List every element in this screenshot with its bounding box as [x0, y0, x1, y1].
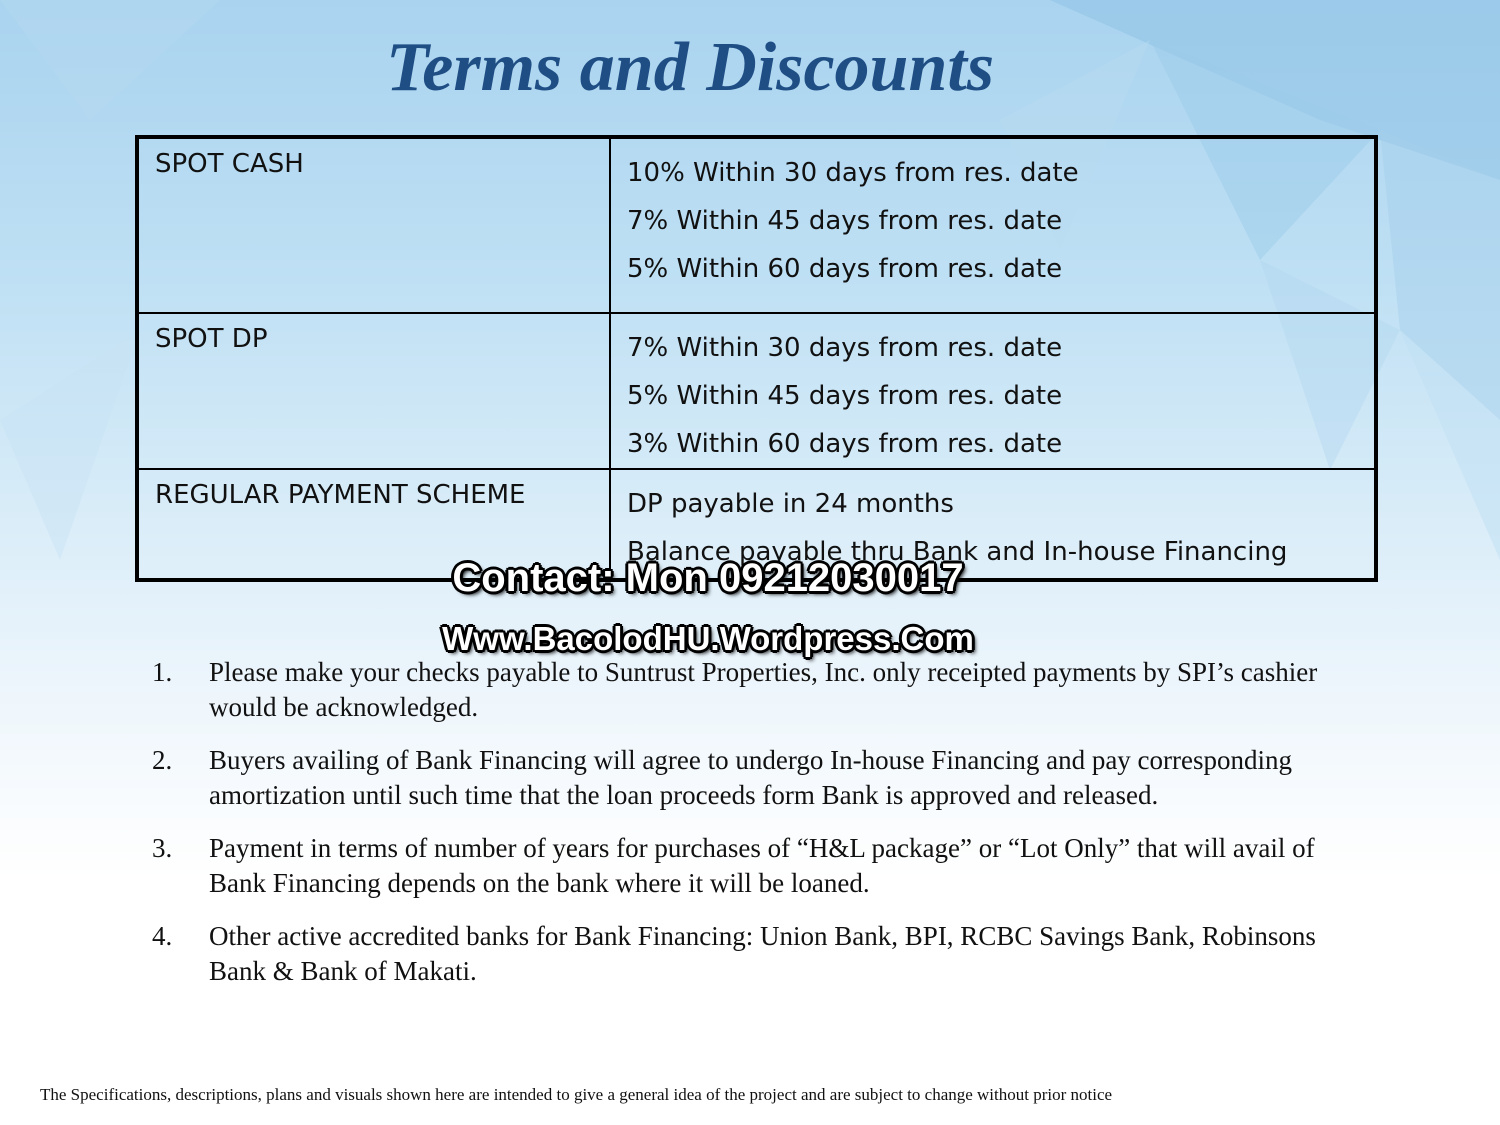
list-item: [152, 919, 1367, 989]
term-line: 3% Within 60 days from res. date: [627, 429, 1063, 459]
term-line: DP payable in 24 months: [627, 489, 954, 519]
terms-table: [135, 135, 1378, 582]
table-row: [137, 313, 1376, 469]
contact-watermark: Contact: Mon 09212030017: [452, 556, 964, 600]
list-item: [152, 831, 1367, 901]
list-text: Other active accredited banks for Bank Financing: Union Bank, BPI, RCBC Savings Bank, Robinsons Bank & Bank of Makati.: [209, 921, 1316, 986]
list-item: [152, 655, 1367, 725]
term-line: 5% Within 60 days from res. date: [627, 254, 1063, 284]
page-title: Terms and Discounts: [385, 29, 995, 106]
table-row: [137, 137, 1376, 313]
website-watermark: Www.BacolodHU.Wordpress.Com: [442, 620, 974, 657]
term-line: 7% Within 45 days from res. date: [627, 206, 1063, 236]
term-label: SPOT DP: [137, 313, 610, 469]
term-line: 5% Within 45 days from res. date: [627, 381, 1063, 411]
list-item: [152, 743, 1367, 813]
list-number: 2.: [152, 745, 173, 775]
term-line: 10% Within 30 days from res. date: [627, 158, 1079, 188]
term-details: [610, 137, 1376, 313]
notes-list: [152, 655, 1367, 1007]
list-number: 4.: [152, 921, 173, 951]
term-details: [610, 313, 1376, 469]
term-label: SPOT CASH: [137, 137, 610, 313]
term-label: REGULAR PAYMENT SCHEME: [137, 469, 610, 580]
list-number: 3.: [152, 833, 173, 863]
list-text: Payment in terms of number of years for purchases of “H&L package” or “Lot Only” that will avail of Bank Financing depends on the bank where it will be loaned.: [209, 833, 1315, 898]
list-number: 1.: [152, 657, 173, 687]
term-line: 7% Within 30 days from res. date: [627, 333, 1063, 363]
term-line: Balance payable thru Bank and In-house Financing: [627, 537, 1288, 567]
disclaimer-footer: The Specifications, descriptions, plans and visuals shown here are intended to give a general idea of the project and are subject to change without prior notice: [40, 1085, 1113, 1104]
list-text: Please make your checks payable to Suntrust Properties, Inc. only receipted payments by SPI’s cashier would be acknowledged.: [209, 657, 1318, 722]
list-text: Buyers availing of Bank Financing will agree to undergo In-house Financing and pay corresponding amortization until such time that the loan proceeds form Bank is approved and released.: [209, 745, 1293, 810]
